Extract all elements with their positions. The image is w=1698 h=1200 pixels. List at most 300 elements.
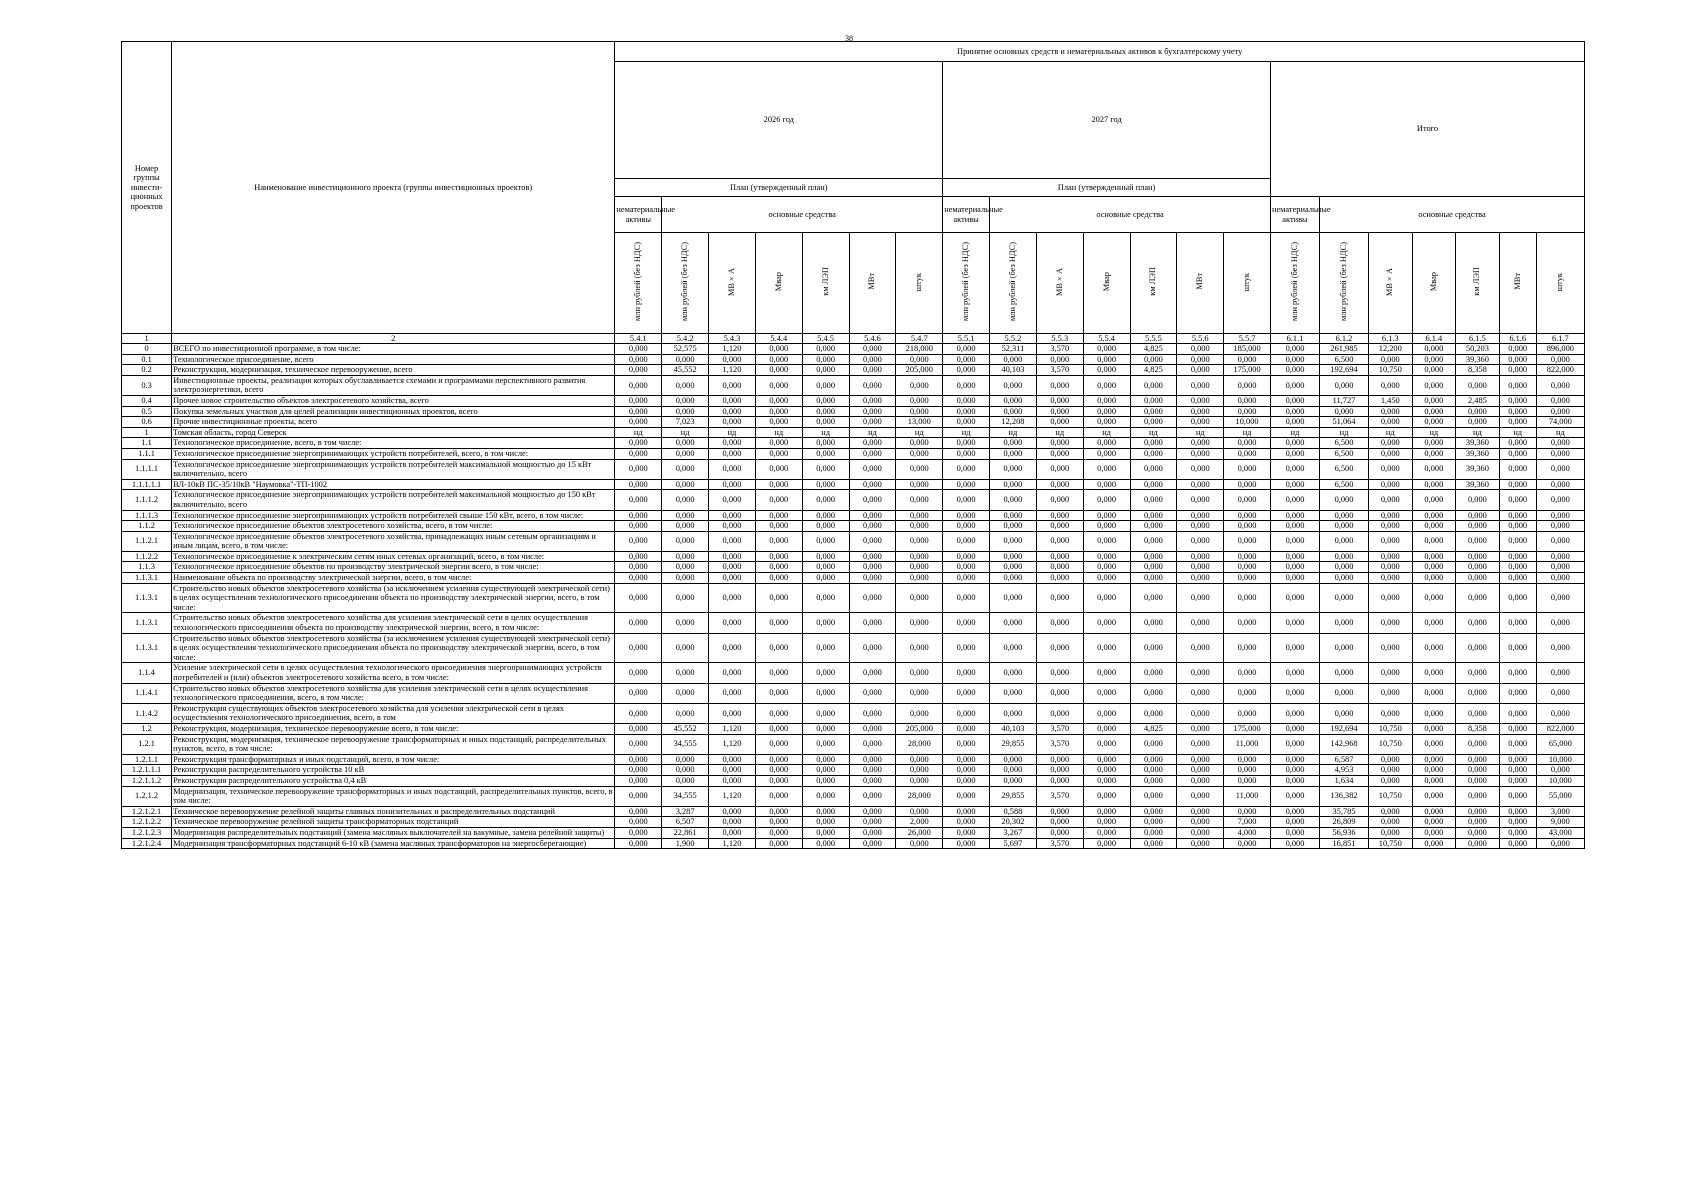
row-project-name: Технологическое присоединение энергопринимающих устройств потребителей максимальной мощностью до 15 кВт включительно, всего [172,459,615,479]
row-value-cell: 0,000 [1036,417,1083,428]
row-project-name: Модернизация трансформаторных подстанций 6-10 кВ (замена масляных трансформаторов на энергосберегающие) [172,838,615,849]
row-value-cell: 0,000 [943,365,990,376]
row-value-cell: 0,000 [896,490,943,510]
row-value-cell: 0,000 [1412,786,1456,806]
header-unit-label: МВт [1512,273,1522,291]
row-value-cell: 0,000 [1368,633,1412,663]
table-row [122,531,1585,551]
row-value-cell: 0,000 [662,375,709,395]
row-value-cell: 0,000 [755,479,802,490]
row-value-cell: 0,000 [990,479,1037,490]
row-value-cell: 0,000 [1083,344,1130,355]
row-value-cell: 0,000 [1368,583,1412,613]
row-value-cell: 0,000 [1536,683,1584,703]
row-value-cell: 0,000 [1177,490,1224,510]
row-value-cell: 0,000 [1270,448,1319,459]
row-value-cell: 0,000 [1130,775,1177,786]
row-value-cell: 34,555 [662,786,709,806]
row-value-cell: 0,000 [1224,754,1271,765]
row-value-cell: 0,000 [802,683,849,703]
row-value-cell: 0,000 [1499,817,1536,828]
row-number: 1.1.3 [122,562,172,573]
row-value-cell: 0,000 [990,613,1037,633]
row-value-cell: 0,000 [1036,754,1083,765]
row-value-cell: 0,000 [1224,354,1271,365]
row-value-cell: 0,000 [1036,354,1083,365]
row-value-cell: 0,000 [849,723,896,734]
row-value-cell: 0,000 [1130,406,1177,417]
row-value-cell: 0,000 [896,703,943,723]
row-value-cell: 0,000 [615,765,662,776]
row-value-cell: 0,000 [709,754,756,765]
row-value-cell: 0,000 [662,683,709,703]
row-project-name: Наименование объекта по производству электрической энергии, всего, в том числе: [172,573,615,584]
row-value-cell: 0,000 [709,551,756,562]
row-value-cell: 0,000 [1270,683,1319,703]
row-value-cell: 0,000 [943,775,990,786]
row-value-cell: 0,000 [1499,479,1536,490]
row-value-cell: 0,000 [1036,438,1083,449]
row-value-cell: 0,000 [615,775,662,786]
row-value-cell: 0,000 [1130,683,1177,703]
row-value-cell: 0,000 [1270,521,1319,532]
table-row [122,775,1585,786]
row-number: 1.2.1.2.3 [122,827,172,838]
row-value-cell: 0,000 [1130,551,1177,562]
row-value-cell: 0,000 [1130,663,1177,683]
row-value-cell: 822,000 [1536,723,1584,734]
row-value-cell: 0,000 [709,417,756,428]
header-intangible-2026: нематериальные активы [615,197,662,233]
row-value-cell: 0,000 [1177,633,1224,663]
row-value-cell: 0,000 [1319,551,1368,562]
row-value-cell: 0,000 [1224,510,1271,521]
row-value-cell: 0,000 [1177,765,1224,776]
row-value-cell: 22,861 [662,827,709,838]
row-value-cell: 0,000 [802,551,849,562]
column-code: 5.4.4 [755,334,802,344]
row-value-cell: 0,000 [1499,806,1536,817]
row-value-cell: 0,000 [1536,838,1584,849]
row-value-cell: 12,208 [990,417,1037,428]
row-project-name: Технологическое присоединение объектов электросетевого хозяйства, принадлежащих иным сетевым организациям и иным лицам, всего, в том числе: [172,531,615,551]
row-value-cell: 0,000 [1456,521,1500,532]
row-value-cell: 0,000 [1319,613,1368,633]
row-value-cell: 0,000 [1499,490,1536,510]
row-value-cell: 0,000 [849,754,896,765]
table-row [122,583,1585,613]
row-value-cell: 0,000 [1036,531,1083,551]
row-value-cell: 0,000 [1270,438,1319,449]
row-value-cell: 0,000 [1368,531,1412,551]
row-value-cell: нд [709,427,756,438]
row-value-cell: 0,000 [1083,663,1130,683]
row-value-cell: 10,000 [1536,775,1584,786]
row-value-cell: 0,000 [755,663,802,683]
row-value-cell: 0,000 [802,417,849,428]
row-value-cell: 1,900 [662,838,709,849]
row-value-cell: 0,000 [1083,754,1130,765]
table-row [122,344,1585,355]
row-value-cell: 0,000 [1130,703,1177,723]
row-value-cell: 0,000 [1224,395,1271,406]
row-value-cell: 0,000 [1499,562,1536,573]
row-value-cell: 0,000 [1499,395,1536,406]
row-value-cell: 0,000 [1368,613,1412,633]
row-value-cell: 0,000 [709,703,756,723]
header-fixed-2026: основные средства [662,197,943,233]
row-project-name: Реконструкция распределительного устройства 0,4 кВ [172,775,615,786]
row-value-cell: 0,000 [990,406,1037,417]
row-value-cell: 4,953 [1319,765,1368,776]
row-value-cell: 39,360 [1456,438,1500,449]
row-value-cell: 0,000 [990,573,1037,584]
table-row [122,479,1585,490]
header-unit-label: штук [1242,272,1252,291]
row-value-cell: 0,000 [1536,354,1584,365]
row-value-cell: 43,000 [1536,827,1584,838]
row-value-cell: 0,000 [615,663,662,683]
row-value-cell: 0,000 [1412,490,1456,510]
table-row [122,406,1585,417]
row-value-cell: 0,000 [1412,765,1456,776]
row-value-cell: 0,000 [1499,827,1536,838]
row-value-cell: 0,000 [1270,775,1319,786]
row-value-cell: нд [990,427,1037,438]
row-value-cell: 0,000 [849,573,896,584]
row-value-cell: 0,000 [1270,663,1319,683]
row-value-cell: 0,000 [1536,521,1584,532]
header-year-2026: 2026 год [615,62,943,179]
row-value-cell: 0,000 [1036,703,1083,723]
row-value-cell: 0,000 [1270,510,1319,521]
column-code: 5.4.6 [849,334,896,344]
row-value-cell: 0,000 [896,375,943,395]
row-value-cell: 0,000 [1368,562,1412,573]
row-value-cell: 0,000 [1177,551,1224,562]
row-value-cell: 0,000 [1177,703,1224,723]
row-value-cell: 6,500 [1319,354,1368,365]
header-unit [1536,233,1584,334]
row-value-cell: нд [1499,427,1536,438]
row-value-cell: 0,000 [1130,786,1177,806]
column-code: 6.1.5 [1456,334,1500,344]
row-value-cell: 0,000 [1177,817,1224,828]
row-value-cell: 0,000 [896,633,943,663]
row-value-cell: 0,000 [709,775,756,786]
row-value-cell: 0,000 [1224,573,1271,584]
row-value-cell: 0,000 [1319,633,1368,663]
row-project-name: Технологическое присоединение, всего, в том числе: [172,438,615,449]
row-value-cell: 0,000 [802,583,849,613]
row-number: 1.1.1 [122,448,172,459]
row-value-cell: 0,000 [1083,354,1130,365]
row-value-cell: 0,000 [662,490,709,510]
column-code: 5.4.7 [896,334,943,344]
row-value-cell: 0,000 [1499,765,1536,776]
row-value-cell: 0,000 [896,354,943,365]
header-unit-label: млн рублей (без НДС) [961,242,971,322]
row-value-cell: 0,000 [1319,406,1368,417]
row-value-cell: 0,000 [849,633,896,663]
row-number: 1.1.3.1 [122,583,172,613]
row-value-cell: 4,825 [1130,365,1177,376]
row-value-cell: 0,000 [1368,438,1412,449]
row-value-cell: 205,000 [896,365,943,376]
row-value-cell: 896,000 [1536,344,1584,355]
row-project-name: Прочее новое строительство объектов электросетевого хозяйства, всего [172,395,615,406]
row-value-cell: 0,000 [896,551,943,562]
row-value-cell: 0,000 [1368,490,1412,510]
row-value-cell: 0,000 [1319,683,1368,703]
row-value-cell: 0,000 [755,613,802,633]
column-code: 5.4.2 [662,334,709,344]
row-number: 0 [122,344,172,355]
row-value-cell: 56,936 [1319,827,1368,838]
row-value-cell: 0,000 [1456,765,1500,776]
row-value-cell: нд [943,427,990,438]
row-value-cell: 0,000 [990,354,1037,365]
table-row [122,613,1585,633]
column-code: 6.1.3 [1368,334,1412,344]
row-value-cell: 0,000 [1177,754,1224,765]
row-value-cell: 0,000 [1130,531,1177,551]
row-value-cell: 192,694 [1319,723,1368,734]
row-value-cell: 12,200 [1368,344,1412,355]
row-project-name: Реконструкция трансформаторных и иных подстанций, всего, в том числе: [172,754,615,765]
row-value-cell: 0,000 [802,438,849,449]
column-code: 5.5.6 [1177,334,1224,344]
row-project-name: Модернизация, техническое перевооружение трансформаторных и иных подстанций, распределительных пунктов, всего, в том числе: [172,786,615,806]
row-value-cell: 39,360 [1456,479,1500,490]
row-number: 1.2.1.1.1 [122,765,172,776]
header-unit [1368,233,1412,334]
row-value-cell: 0,000 [1412,479,1456,490]
row-value-cell: 0,000 [1456,775,1500,786]
row-value-cell: 0,000 [1412,754,1456,765]
row-value-cell: 0,000 [1412,551,1456,562]
row-value-cell: нд [1456,427,1500,438]
row-number: 1.2.1.2.1 [122,806,172,817]
row-project-name: Техническое перевооружение релейной защиты главных понизительных и распределительных подстанций [172,806,615,817]
row-project-name: Реконструкция, модернизация, техническое перевооружение всего, в том числе: [172,723,615,734]
row-value-cell: 6,507 [662,817,709,828]
row-value-cell: 0,000 [943,479,990,490]
row-value-cell: 0,000 [990,703,1037,723]
row-value-cell: 0,000 [1036,683,1083,703]
row-value-cell: 0,000 [755,573,802,584]
row-value-cell: 0,000 [1412,633,1456,663]
row-value-cell: 0,000 [896,521,943,532]
row-value-cell: 0,000 [1177,562,1224,573]
header-unit-label: млн рублей (без НДС) [1007,242,1017,322]
row-value-cell: 0,000 [896,510,943,521]
row-value-cell: 0,000 [990,459,1037,479]
row-value-cell: 0,000 [1177,838,1224,849]
row-value-cell: 1,120 [709,365,756,376]
row-value-cell: 0,000 [662,775,709,786]
row-value-cell: 0,000 [943,827,990,838]
row-value-cell: 0,000 [849,683,896,703]
row-value-cell: 0,000 [990,551,1037,562]
row-value-cell: 0,000 [615,531,662,551]
row-value-cell: 0,000 [1499,448,1536,459]
row-value-cell: 45,552 [662,723,709,734]
row-value-cell: 0,000 [1036,817,1083,828]
row-value-cell: 0,000 [615,395,662,406]
row-value-cell: 0,000 [1412,723,1456,734]
column-code: 6.1.4 [1412,334,1456,344]
row-value-cell: 0,000 [1412,583,1456,613]
row-value-cell: 0,000 [1083,723,1130,734]
row-value-cell: 0,000 [615,459,662,479]
table-row [122,827,1585,838]
row-value-cell: 1,120 [709,838,756,849]
row-value-cell: 0,000 [1536,663,1584,683]
row-value-cell: 0,000 [1270,754,1319,765]
row-value-cell: 0,000 [755,765,802,776]
row-value-cell: 0,000 [615,438,662,449]
row-value-cell: 0,000 [1536,375,1584,395]
header-unit [802,233,849,334]
table-row [122,448,1585,459]
header-unit-label: МВт [1195,273,1205,291]
row-value-cell: 0,000 [896,583,943,613]
row-value-cell: 0,000 [849,786,896,806]
row-value-cell: 0,000 [1536,531,1584,551]
row-value-cell: 0,000 [943,703,990,723]
row-value-cell: 0,000 [1456,633,1500,663]
row-number: 1.1.4.1 [122,683,172,703]
row-number: 1.1.3.1 [122,573,172,584]
header-unit [849,233,896,334]
row-value-cell: 0,000 [943,395,990,406]
row-value-cell: 0,000 [990,683,1037,703]
row-value-cell: 0,000 [1083,838,1130,849]
row-value-cell: 0,000 [1130,448,1177,459]
row-value-cell: 0,000 [943,663,990,683]
row-value-cell: 0,000 [896,613,943,633]
row-value-cell: 0,000 [1270,583,1319,613]
row-value-cell: 0,000 [1536,562,1584,573]
row-value-cell: 0,000 [709,438,756,449]
header-unit-label: Мвар [773,272,783,292]
row-value-cell: 0,000 [709,531,756,551]
table-row [122,663,1585,683]
row-value-cell: 0,000 [615,521,662,532]
row-value-cell: 0,000 [662,459,709,479]
row-value-cell: 0,000 [1270,406,1319,417]
row-value-cell: 0,000 [615,633,662,663]
row-project-name: Усиление электрической сети в целях осуществления технологического присоединения энергопринимающих устройств потребителей и (или) объектов электросетевого хозяйства всего, в том числе: [172,663,615,683]
row-value-cell: 205,000 [896,723,943,734]
row-value-cell: 0,000 [1270,633,1319,663]
column-code: 6.1.2 [1319,334,1368,344]
table-row [122,395,1585,406]
row-value-cell: 0,000 [1083,806,1130,817]
row-value-cell: 0,000 [1368,663,1412,683]
row-value-cell: 0,000 [802,375,849,395]
row-value-cell: 0,000 [755,734,802,754]
row-value-cell: 29,855 [990,786,1037,806]
row-project-name: Томская область, город Северск [172,427,615,438]
row-value-cell: 0,000 [1368,375,1412,395]
row-value-cell: 0,000 [755,521,802,532]
row-value-cell: 40,103 [990,723,1037,734]
table-row [122,459,1585,479]
row-value-cell: 0,000 [662,395,709,406]
row-value-cell: 0,000 [1536,510,1584,521]
row-project-name: Технологическое присоединение объектов электросетевого хозяйства, всего, в том числе: [172,521,615,532]
row-value-cell: 0,000 [990,663,1037,683]
row-value-cell: 0,000 [849,479,896,490]
row-value-cell: 0,000 [1177,573,1224,584]
row-value-cell: 0,000 [1499,459,1536,479]
table-body [122,334,1585,849]
row-value-cell: 0,000 [802,734,849,754]
row-value-cell: 0,000 [1412,375,1456,395]
row-value-cell: 0,000 [1456,417,1500,428]
row-value-cell: 10,750 [1368,723,1412,734]
row-value-cell: 0,000 [896,459,943,479]
row-value-cell: 52,311 [990,344,1037,355]
header-unit [896,233,943,334]
row-value-cell: 0,000 [1083,531,1130,551]
row-value-cell: 0,000 [1368,417,1412,428]
row-value-cell: 0,000 [1456,490,1500,510]
row-value-cell: 0,000 [755,417,802,428]
header-unit [1177,233,1224,334]
header-total: Итого [1270,62,1584,197]
row-value-cell: 0,000 [1270,551,1319,562]
row-value-cell: 0,000 [1368,775,1412,786]
header-unit [1412,233,1456,334]
row-value-cell: 0,000 [943,562,990,573]
row-value-cell: 7,000 [1224,817,1271,828]
row-value-cell: 0,000 [1412,573,1456,584]
row-value-cell: 0,000 [1083,734,1130,754]
column-code: 5.5.5 [1130,334,1177,344]
row-value-cell: 0,000 [615,354,662,365]
row-value-cell: 0,000 [1456,531,1500,551]
column-code: 5.4.3 [709,334,756,344]
row-value-cell: 0,000 [1456,551,1500,562]
row-value-cell: 0,000 [615,838,662,849]
row-value-cell: 0,000 [1412,510,1456,521]
row-value-cell: 0,000 [1130,765,1177,776]
row-number: 0.4 [122,395,172,406]
row-value-cell: 0,000 [709,765,756,776]
row-value-cell: 0,000 [1368,354,1412,365]
row-value-cell: 0,000 [1130,490,1177,510]
row-value-cell: 0,000 [1412,417,1456,428]
row-value-cell: 0,000 [849,734,896,754]
row-value-cell: 0,000 [802,838,849,849]
row-value-cell: 0,000 [662,551,709,562]
column-code: 5.4.1 [615,334,662,344]
row-value-cell: 0,000 [1270,344,1319,355]
row-value-cell: 0,000 [896,562,943,573]
header-unit-label: км ЛЭП [820,267,830,297]
row-value-cell: 2,485 [1456,395,1500,406]
row-value-cell: 0,000 [1536,551,1584,562]
row-project-name: ВСЕГО по инвестиционной программе, в том числе: [172,344,615,355]
row-value-cell: 0,000 [1536,448,1584,459]
row-value-cell: 0,000 [896,775,943,786]
row-value-cell: 0,000 [802,723,849,734]
row-value-cell: 0,000 [1036,806,1083,817]
row-value-cell: 0,000 [1270,479,1319,490]
